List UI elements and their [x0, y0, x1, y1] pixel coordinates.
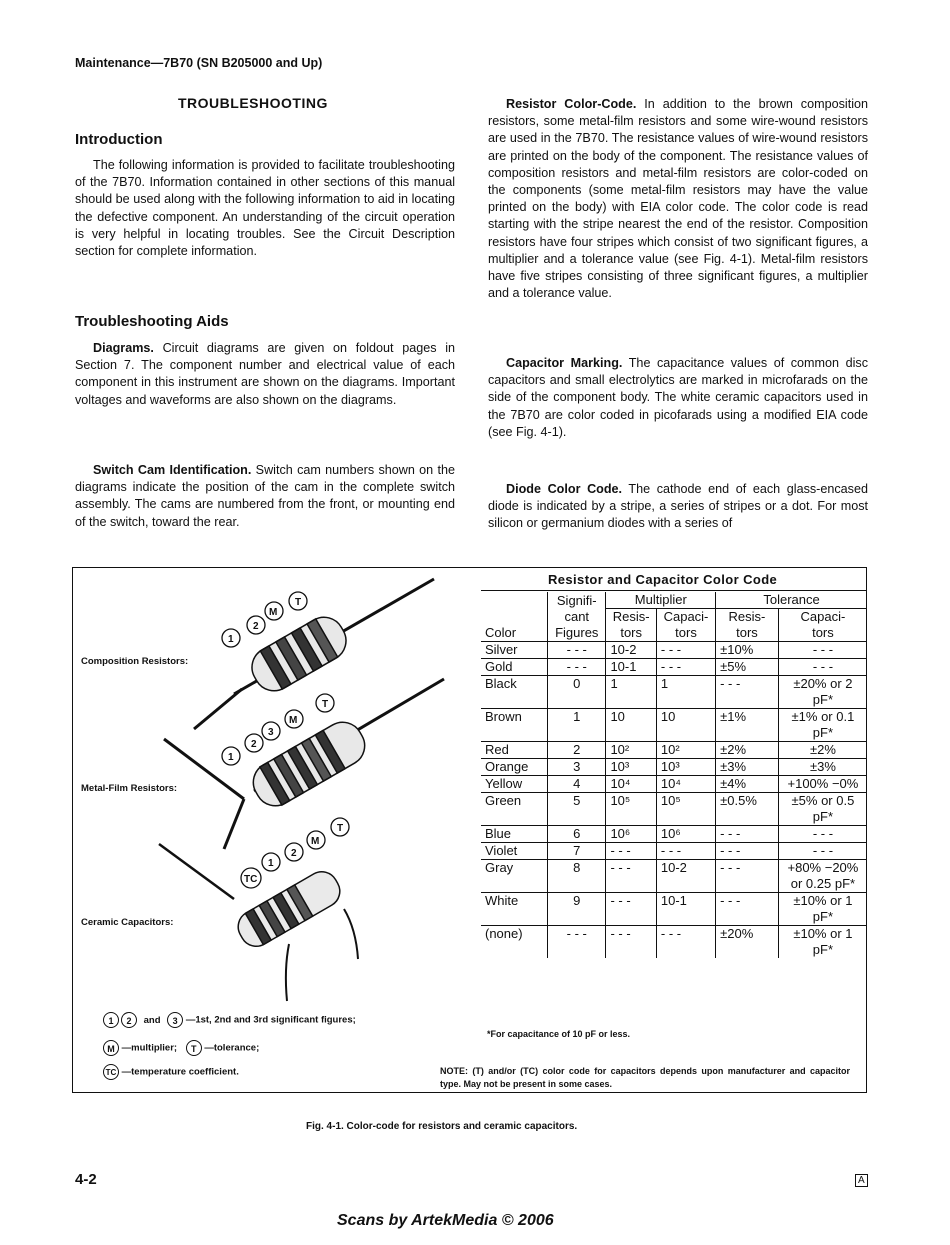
cell-color: White — [481, 893, 548, 926]
header-tol-res-1: Resis- — [716, 609, 779, 626]
capacitor-text: The capacitance values of common disc capacitors and small electrolytics are marked in microfarads on the side of the component body. The white ceramic capacitors used in the 7B70 are color coded in picofarads using a modified EIA code (see Fig. 4-1). — [488, 356, 868, 439]
header-sig-2: cant — [548, 609, 606, 626]
table-row — [481, 742, 867, 759]
cell-tr: - - - — [716, 893, 779, 926]
switch-paragraph — [75, 462, 455, 531]
header-color: Color — [481, 625, 548, 642]
header-mult-res-2: tors — [606, 625, 656, 642]
cell-color: Gray — [481, 860, 548, 893]
cell-tc: ±2% — [778, 742, 867, 759]
cell-mr: - - - — [606, 893, 656, 926]
cell-mr: 10⁵ — [606, 793, 656, 826]
table-footnote: *For capacitance of 10 pF or less. — [487, 1029, 631, 1039]
cell-tc: ±10% or 1 pF* — [778, 893, 867, 926]
table-row — [481, 926, 867, 959]
capacitor-label: Capacitor Marking. — [506, 356, 623, 370]
cell-tc: ±1% or 0.1 pF* — [778, 709, 867, 742]
diode-paragraph — [488, 481, 868, 533]
cell-mr: - - - — [606, 843, 656, 860]
svg-text:1: 1 — [268, 858, 274, 869]
cell-mc: 10 — [656, 709, 715, 742]
figure-caption: Fig. 4-1. Color-code for resistors and ceramic capacitors. — [306, 1121, 578, 1132]
cell-tr: - - - — [716, 676, 779, 709]
table-row — [481, 709, 867, 742]
resistor-paragraph — [488, 96, 868, 302]
label-metal-film: Metal-Film Resistors: — [81, 783, 178, 794]
table-row — [481, 860, 867, 893]
cell-sig: 5 — [548, 793, 606, 826]
cell-sig: - - - — [548, 926, 606, 959]
table-row — [481, 659, 867, 676]
cell-color: Yellow — [481, 776, 548, 793]
header-sig-3: Figures — [548, 625, 606, 642]
svg-text:1: 1 — [228, 752, 234, 763]
cell-color: Gold — [481, 659, 548, 676]
svg-text:M: M — [311, 836, 320, 847]
table-row — [481, 642, 867, 659]
table-row — [481, 676, 867, 709]
cell-mc: - - - — [656, 926, 715, 959]
cell-sig: 9 — [548, 893, 606, 926]
legend-multiplier: M —multiplier; T —tolerance; — [103, 1040, 259, 1056]
capacitor-paragraph — [488, 355, 868, 441]
legend-and: and — [143, 1014, 161, 1026]
intro-paragraph — [75, 157, 455, 260]
cell-mr: 10⁴ — [606, 776, 656, 793]
cell-mr: 10⁶ — [606, 826, 656, 843]
cell-mr: 10² — [606, 742, 656, 759]
cell-mc: - - - — [656, 642, 715, 659]
cell-tc: ±3% — [778, 759, 867, 776]
svg-text:M: M — [269, 607, 278, 618]
table-row — [481, 893, 867, 926]
cell-mc: 10⁶ — [656, 826, 715, 843]
cell-tr: - - - — [716, 826, 779, 843]
resistor-label: Resistor Color-Code. — [506, 97, 637, 111]
cell-tc: - - - — [778, 843, 867, 860]
cell-tr: ±0.5% — [716, 793, 779, 826]
cell-tr: ±3% — [716, 759, 779, 776]
header-multiplier: Multiplier — [606, 592, 716, 609]
cell-tc: ±20% or 2 pF* — [778, 676, 867, 709]
header-tol-cap-2: tors — [778, 625, 867, 642]
cell-color: Orange — [481, 759, 548, 776]
table-top-rule — [481, 590, 867, 591]
table-row — [481, 793, 867, 826]
cell-color: Blue — [481, 826, 548, 843]
diagrams-paragraph — [75, 340, 455, 409]
diode-text: The cathode end of each glass-encased diode is indicated by a stripe, a series of stripes or a dot. For most silicon or germanium diodes with a series of — [488, 482, 868, 531]
header-mult-cap-2: tors — [656, 625, 715, 642]
label-ceramic: Ceramic Capacitors: — [81, 917, 174, 928]
cell-tr: - - - — [716, 843, 779, 860]
aids-heading: Troubleshooting Aids — [75, 313, 229, 330]
table-note: NOTE: (T) and/or (TC) color code for capacitors depends upon manufacturer and capacitor type. May not be present in some cases. — [440, 1066, 850, 1089]
diode-label: Diode Color Code. — [506, 482, 623, 496]
cell-tr: ±2% — [716, 742, 779, 759]
cell-sig: 1 — [548, 709, 606, 742]
cell-sig: 0 — [548, 676, 606, 709]
cell-tc: - - - — [778, 659, 867, 676]
cell-color: (none) — [481, 926, 548, 959]
cell-tc: ±5% or 0.5 pF* — [778, 793, 867, 826]
cell-tc: ±10% or 1 pF* — [778, 926, 867, 959]
cell-mr: 10-1 — [606, 659, 656, 676]
cell-mr: 10³ — [606, 759, 656, 776]
cell-tr: ±20% — [716, 926, 779, 959]
diagrams-label: Diagrams. — [93, 341, 154, 355]
switch-label: Switch Cam Identification. — [93, 463, 252, 477]
cell-mr: 1 — [606, 676, 656, 709]
scan-credit: Scans by ArtekMedia © 2006 — [337, 1212, 554, 1229]
comp-lead — [194, 689, 242, 729]
svg-text:T: T — [295, 597, 302, 608]
cell-tr: - - - — [716, 860, 779, 893]
cell-tc: +100% −0% — [778, 776, 867, 793]
svg-text:M: M — [289, 715, 298, 726]
cell-sig: 6 — [548, 826, 606, 843]
cell-mr: 10 — [606, 709, 656, 742]
cell-mc: 10-2 — [656, 860, 715, 893]
cell-sig: - - - — [548, 659, 606, 676]
cell-tr: ±5% — [716, 659, 779, 676]
cell-mc: 10⁴ — [656, 776, 715, 793]
table-row — [481, 776, 867, 793]
legend-significant-text: —1st, 2nd and 3rd significant figures; — [185, 1014, 356, 1026]
svg-text:3: 3 — [268, 727, 274, 738]
cell-sig: 8 — [548, 860, 606, 893]
cell-sig: - - - — [548, 642, 606, 659]
cell-mc: 1 — [656, 676, 715, 709]
header-sig-1: Signifi- — [548, 592, 606, 609]
cell-color: Silver — [481, 642, 548, 659]
legend-multiplier-text: —multiplier; — [121, 1042, 178, 1054]
header-mult-cap-1: Capaci- — [656, 609, 715, 626]
cell-mr: - - - — [606, 860, 656, 893]
section-title: TROUBLESHOOTING — [178, 95, 328, 111]
cell-sig: 7 — [548, 843, 606, 860]
cell-mc: 10² — [656, 742, 715, 759]
cell-sig: 3 — [548, 759, 606, 776]
cell-mc: 10³ — [656, 759, 715, 776]
cell-mr: - - - — [606, 926, 656, 959]
legend-significant: 1 2 and 3 —1st, 2nd and 3rd significant figures; — [103, 1012, 356, 1028]
svg-text:TC: TC — [244, 874, 258, 885]
cell-mc: 10⁵ — [656, 793, 715, 826]
cell-color: Violet — [481, 843, 548, 860]
cell-tc: - - - — [778, 826, 867, 843]
switch-text: Switch cam numbers shown on the diagrams indicate the position of the cam in the complete switch assembly. The cams are numbered from the front, or mounting end of the switch, toward the rear. — [75, 463, 455, 529]
cell-mr: 10-2 — [606, 642, 656, 659]
cell-sig: 2 — [548, 742, 606, 759]
cell-color: Red — [481, 742, 548, 759]
cell-tr: ±1% — [716, 709, 779, 742]
svg-text:1: 1 — [228, 634, 234, 645]
cell-tc: - - - — [778, 642, 867, 659]
table-title: Resistor and Capacitor Color Code — [548, 572, 778, 587]
cell-color: Green — [481, 793, 548, 826]
intro-heading: Introduction — [75, 131, 163, 148]
header-tol-cap-1: Capaci- — [778, 609, 867, 626]
header-mult-res-1: Resis- — [606, 609, 656, 626]
table-row — [481, 759, 867, 776]
intro-text: The following information is provided to facilitate troubleshooting of the 7B70. Information contained in other sections of this manual should be used along with the following information to aid in locating the defective component. An understanding of the circuit operation is very helpful in locating troubles. See the Circuit Description section for complete information. — [75, 158, 455, 259]
header-tol-res-2: tors — [716, 625, 779, 642]
svg-text:T: T — [322, 699, 329, 710]
page-header: Maintenance—7B70 (SN B205000 and Up) — [75, 56, 323, 70]
resistor-text: In addition to the brown composition resistors, some metal-film resistors and some wire-wound resistors are used in the 7B70. The resistance values of wire-wound resistors are printed on the body of the component. The resistance values of composition resistors and metal-film resistors are color-coded on the components (some metal-film resistors may have the value printed on the body) with EIA color code. The color code is read starting with the stripe nearest the end of the resistor. Composition resistors have four stripes which consist of two significant figures, a multiplier and a tolerance value (see Fig. 4-1). Metal-film resistors have five stripes consisting of three significant figures, a multiplier and a tolerance value. — [488, 97, 869, 301]
svg-text:2: 2 — [253, 621, 259, 632]
table-row — [481, 843, 867, 860]
revision-mark: A — [855, 1174, 868, 1187]
cell-tr: ±10% — [716, 642, 779, 659]
svg-text:2: 2 — [291, 848, 297, 859]
legend-tolerance-text: —tolerance; — [204, 1042, 260, 1054]
cell-sig: 4 — [548, 776, 606, 793]
header-tolerance: Tolerance — [716, 592, 867, 609]
cell-color: Brown — [481, 709, 548, 742]
page-number: 4-2 — [75, 1171, 97, 1188]
table-row — [481, 826, 867, 843]
label-composition: Composition Resistors: — [81, 656, 189, 667]
svg-text:T: T — [337, 823, 344, 834]
cell-tc: +80% −20% or 0.25 pF* — [778, 860, 867, 893]
diagrams-text: Circuit diagrams are given on foldout pages in Section 7. The component number and electrical value of each component in this instrument are shown on the diagrams. Important voltages and waveforms are also shown on the diagrams. — [75, 341, 455, 407]
legend-temperature: TC —temperature coefficient. — [103, 1064, 239, 1080]
cell-mc: - - - — [656, 659, 715, 676]
svg-text:2: 2 — [251, 739, 257, 750]
cell-color: Black — [481, 676, 548, 709]
legend-temperature-text: —temperature coefficient. — [121, 1066, 239, 1078]
color-code-table — [481, 592, 867, 958]
cell-tr: ±4% — [716, 776, 779, 793]
cell-mc: 10-1 — [656, 893, 715, 926]
cell-mc: - - - — [656, 843, 715, 860]
